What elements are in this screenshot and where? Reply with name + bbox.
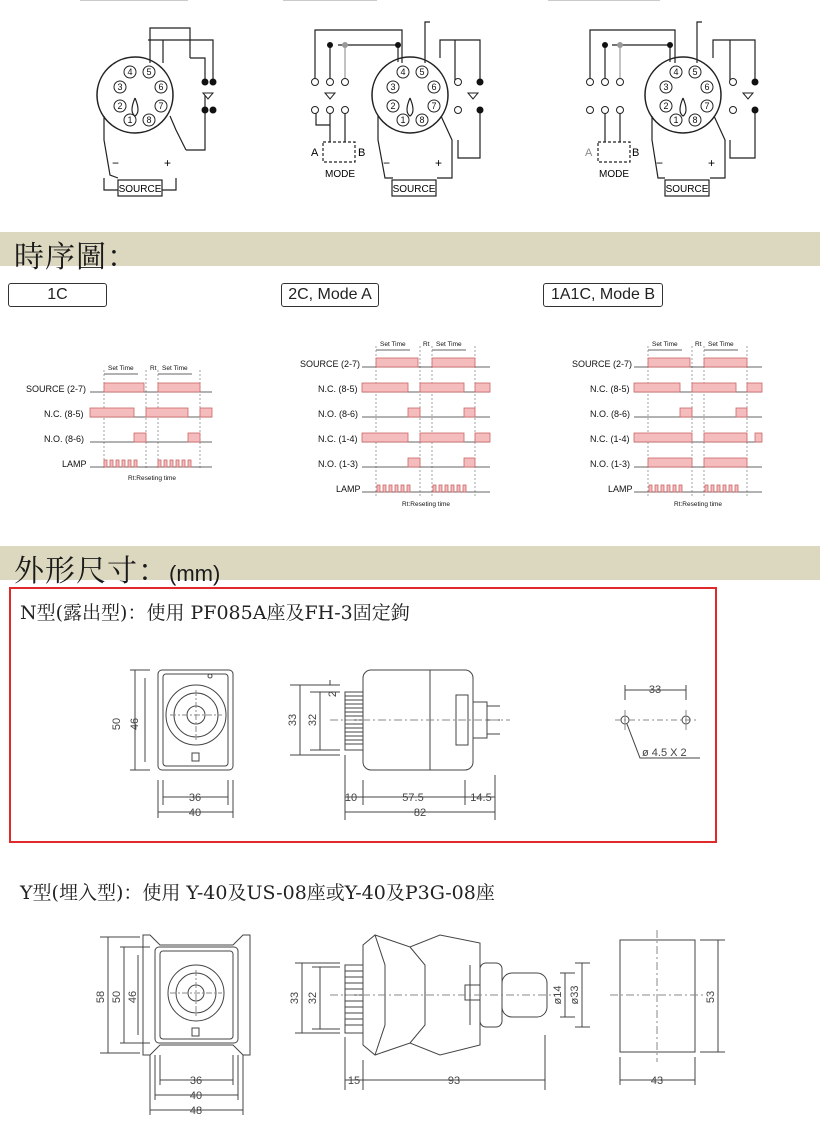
svg-text:93: 93 xyxy=(447,1075,461,1087)
dimensions-section-title: 外形尺寸：(mm) xyxy=(14,554,221,589)
svg-text:33: 33 xyxy=(648,684,662,696)
svg-text:−: − xyxy=(656,156,664,170)
mode-label-2: MODE xyxy=(325,169,355,180)
svg-text:Set Time: Set Time xyxy=(108,365,134,372)
svg-text:32: 32 xyxy=(307,713,319,727)
wiring-1a1c xyxy=(585,22,759,196)
y-type-drawings xyxy=(0,925,830,1136)
wiring-diagrams xyxy=(0,0,830,215)
svg-text:B: B xyxy=(632,147,640,159)
svg-text:LAMP: LAMP xyxy=(608,484,633,494)
svg-text:Set Time: Set Time xyxy=(162,365,188,372)
svg-text:7: 7 xyxy=(431,101,437,111)
svg-text:N.C. (1-4): N.C. (1-4) xyxy=(318,434,358,444)
svg-text:N.O. (8-6): N.O. (8-6) xyxy=(44,434,85,444)
wiring-2c xyxy=(311,22,484,196)
svg-text:33: 33 xyxy=(289,991,301,1005)
minus-label: − xyxy=(112,156,120,170)
timing-1a1c xyxy=(572,341,762,508)
plus-label: + xyxy=(164,156,172,170)
pin-8: 8 xyxy=(146,115,152,125)
svg-text:−: − xyxy=(383,156,391,170)
svg-text:7: 7 xyxy=(704,101,710,111)
svg-text:SOURCE (2-7): SOURCE (2-7) xyxy=(572,359,633,369)
svg-text:46: 46 xyxy=(127,990,139,1004)
svg-text:+: + xyxy=(708,156,716,170)
svg-text:57.5: 57.5 xyxy=(402,792,424,804)
pin-2: 2 xyxy=(117,101,123,111)
n-type-drawings xyxy=(0,640,830,840)
svg-text:50: 50 xyxy=(111,717,123,731)
svg-text:2: 2 xyxy=(390,101,396,111)
timing-2c xyxy=(300,341,490,508)
svg-text:36: 36 xyxy=(188,792,202,804)
svg-text:14.5: 14.5 xyxy=(470,792,492,804)
svg-text:1: 1 xyxy=(400,115,406,125)
svg-text:SOURCE (2-7): SOURCE (2-7) xyxy=(300,359,361,369)
row-label: SOURCE (2-7) xyxy=(26,384,87,394)
svg-text:32: 32 xyxy=(307,991,319,1005)
svg-text:10: 10 xyxy=(344,792,358,804)
mode-box-1c: 1C xyxy=(8,283,107,307)
pin-5: 5 xyxy=(146,67,152,77)
svg-text:N.O. (1-3): N.O. (1-3) xyxy=(590,459,631,469)
svg-text:+: + xyxy=(435,156,443,170)
wiring-1c xyxy=(97,28,217,196)
svg-text:33: 33 xyxy=(287,713,299,727)
svg-text:58: 58 xyxy=(95,990,107,1004)
svg-text:53: 53 xyxy=(705,990,717,1004)
svg-text:5: 5 xyxy=(692,67,698,77)
svg-text:N.C. (8-5): N.C. (8-5) xyxy=(44,409,84,419)
mode-box-1a1c: 1A1C, Mode B xyxy=(543,283,663,307)
timing-diagrams xyxy=(0,330,830,520)
svg-text:N.C. (8-5): N.C. (8-5) xyxy=(590,384,630,394)
svg-text:40: 40 xyxy=(188,807,202,819)
svg-text:ø 4.5 X 2: ø 4.5 X 2 xyxy=(642,747,687,759)
svg-text:15: 15 xyxy=(347,1075,361,1087)
svg-text:48: 48 xyxy=(189,1105,203,1117)
svg-text:N.O. (8-6): N.O. (8-6) xyxy=(318,409,359,419)
svg-text:2: 2 xyxy=(663,101,669,111)
pin-7: 7 xyxy=(158,101,164,111)
svg-text:Set Time: Set Time xyxy=(652,341,678,348)
n-type-header: N型(露出型)：使用 PF085A座及FH-3固定鉤 xyxy=(20,602,410,624)
svg-text:4: 4 xyxy=(400,67,406,77)
svg-text:1: 1 xyxy=(673,115,679,125)
mode-b-label: B xyxy=(358,147,366,159)
svg-text:ø33: ø33 xyxy=(569,985,581,1005)
svg-text:4: 4 xyxy=(673,67,679,77)
svg-text:36: 36 xyxy=(189,1075,203,1087)
mode-label-3: MODE xyxy=(599,169,629,180)
svg-text:3: 3 xyxy=(663,82,669,92)
source-label-2: SOURCE xyxy=(392,184,436,195)
svg-text:N.O. (1-3): N.O. (1-3) xyxy=(318,459,359,469)
svg-text:6: 6 xyxy=(704,82,710,92)
pin-4: 4 xyxy=(127,67,133,77)
pin-6: 6 xyxy=(158,82,164,92)
svg-text:8: 8 xyxy=(419,115,425,125)
svg-text:50: 50 xyxy=(111,990,123,1004)
timing-section-title: 時序圖： xyxy=(14,240,138,275)
svg-text:82: 82 xyxy=(413,807,427,819)
svg-text:6: 6 xyxy=(431,82,437,92)
mode-a-label: A xyxy=(311,147,319,159)
y-type-side-view xyxy=(295,935,590,1090)
svg-text:ø14: ø14 xyxy=(552,985,564,1005)
svg-text:N.O. (8-6): N.O. (8-6) xyxy=(590,409,631,419)
svg-text:3: 3 xyxy=(390,82,396,92)
svg-text:Set Time: Set Time xyxy=(380,341,406,348)
svg-text:Set Time: Set Time xyxy=(708,341,734,348)
svg-text:8: 8 xyxy=(692,115,698,125)
mode-box-2c: 2C, Mode A xyxy=(281,283,379,307)
y-type-cutout xyxy=(610,930,725,1085)
svg-text:Rt:Reseting time: Rt:Reseting time xyxy=(674,501,723,508)
y-type-header: Y型(埋入型)：使用 Y-40及US-08座或Y-40及P3G-08座 xyxy=(20,882,495,904)
svg-text:N.C. (8-5): N.C. (8-5) xyxy=(318,384,358,394)
svg-text:A: A xyxy=(585,147,593,159)
pin-1: 1 xyxy=(127,115,133,125)
svg-text:43: 43 xyxy=(650,1075,664,1087)
svg-text:2: 2 xyxy=(327,690,339,698)
source-label-3: SOURCE xyxy=(665,184,709,195)
svg-text:Rt: Rt xyxy=(695,341,702,348)
svg-text:Rt: Rt xyxy=(150,365,157,372)
svg-text:Rt:Reseting time: Rt:Reseting time xyxy=(402,501,451,508)
svg-text:N.C. (1-4): N.C. (1-4) xyxy=(590,434,630,444)
pin-3: 3 xyxy=(117,82,123,92)
dimensions-unit: (mm) xyxy=(169,561,221,586)
source-label-1: SOURCE xyxy=(118,184,162,195)
timing-1c xyxy=(26,365,212,482)
svg-text:LAMP: LAMP xyxy=(62,459,87,469)
svg-text:Rt:Reseting time: Rt:Reseting time xyxy=(128,475,177,482)
svg-text:Rt: Rt xyxy=(423,341,430,348)
svg-text:Set Time: Set Time xyxy=(436,341,462,348)
svg-text:46: 46 xyxy=(129,717,141,731)
svg-text:40: 40 xyxy=(189,1090,203,1102)
svg-text:5: 5 xyxy=(419,67,425,77)
svg-text:LAMP: LAMP xyxy=(336,484,361,494)
